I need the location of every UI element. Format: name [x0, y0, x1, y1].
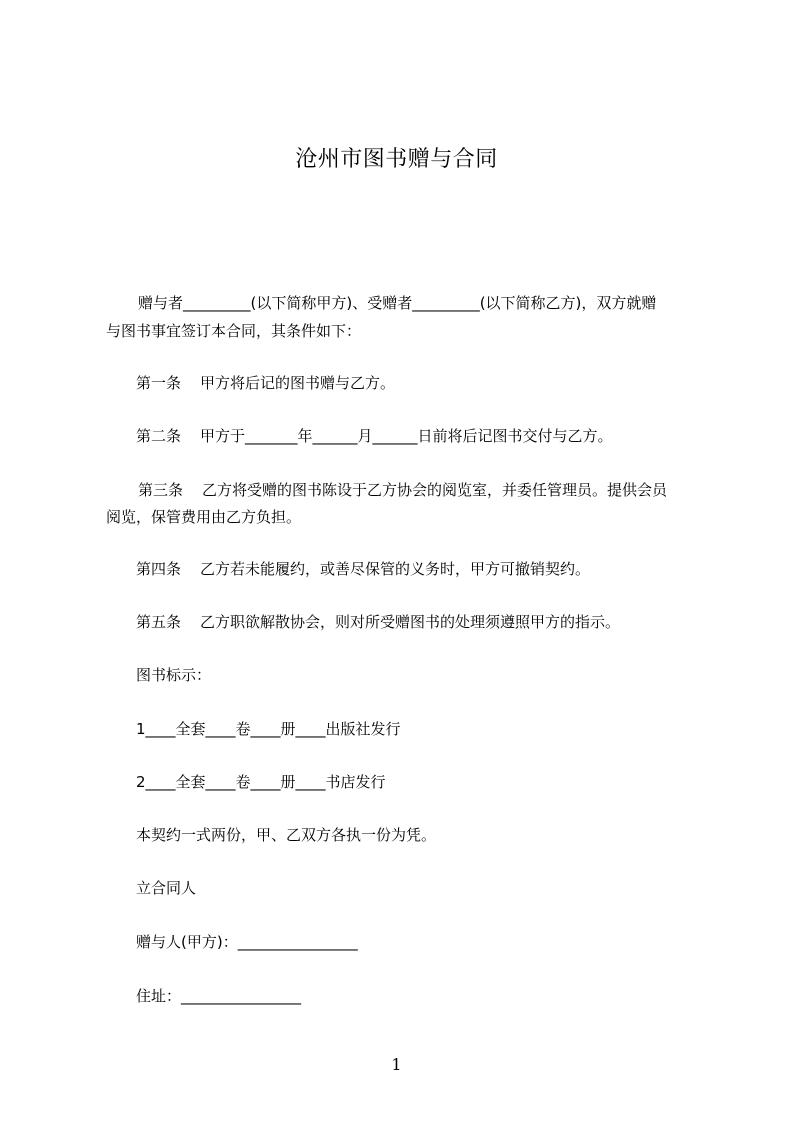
article-2 — [136, 425, 613, 446]
intro-line-2: 与图书事宜签订本合同，其条件如下： — [106, 322, 362, 340]
article-3-continued: 阅览，保管费用由乙方负担。 — [106, 508, 302, 526]
article-1-text: 甲方将后记的图书赠与乙方。 — [200, 374, 396, 392]
article-5-label: 第五条 — [136, 613, 182, 631]
article-1-label: 第一条 — [136, 374, 182, 392]
article-5 — [136, 611, 620, 632]
article-3-text: 乙方将受赠的图书陈设于乙方协会的阅览室，并委任管理员。提供会员 — [202, 481, 668, 499]
closing-text: 本契约一式两份，甲、乙双方各执一份为凭。 — [136, 826, 437, 844]
document-title: 沧州市图书赠与合同 — [295, 147, 498, 172]
article-5-text: 乙方职欲解散协会，则对所受赠图书的处理须遵照甲方的指示。 — [200, 613, 621, 631]
article-4 — [136, 558, 590, 579]
article-4-label: 第四条 — [136, 560, 182, 578]
address-line: 住址：________________ — [136, 987, 302, 1005]
article-2-text: 甲方于_______年______月______日前将后记图书交付与乙方。 — [200, 427, 613, 445]
donor-signature-line: 赠与人(甲方)：________________ — [136, 933, 358, 951]
signatures-heading: 立合同人 — [136, 879, 197, 897]
article-1 — [136, 372, 395, 393]
article-3 — [138, 479, 667, 500]
books-heading: 图书标示： — [136, 666, 212, 684]
page-number: 1 — [391, 1055, 402, 1074]
article-2-label: 第二条 — [136, 427, 182, 445]
article-4-text: 乙方若未能履约，或善尽保管的义务时，甲方可撤销契约。 — [200, 560, 591, 578]
intro-line-1: 赠与者_________(以下简称甲方)、受赠者_________(以下简称乙方)，双方就赠 — [138, 294, 657, 312]
article-3-label: 第三条 — [138, 481, 184, 499]
book-item-1: 1____全套____卷____册____出版社发行 — [136, 720, 401, 738]
book-item-2: 2____全套____卷____册____书店发行 — [136, 773, 386, 791]
